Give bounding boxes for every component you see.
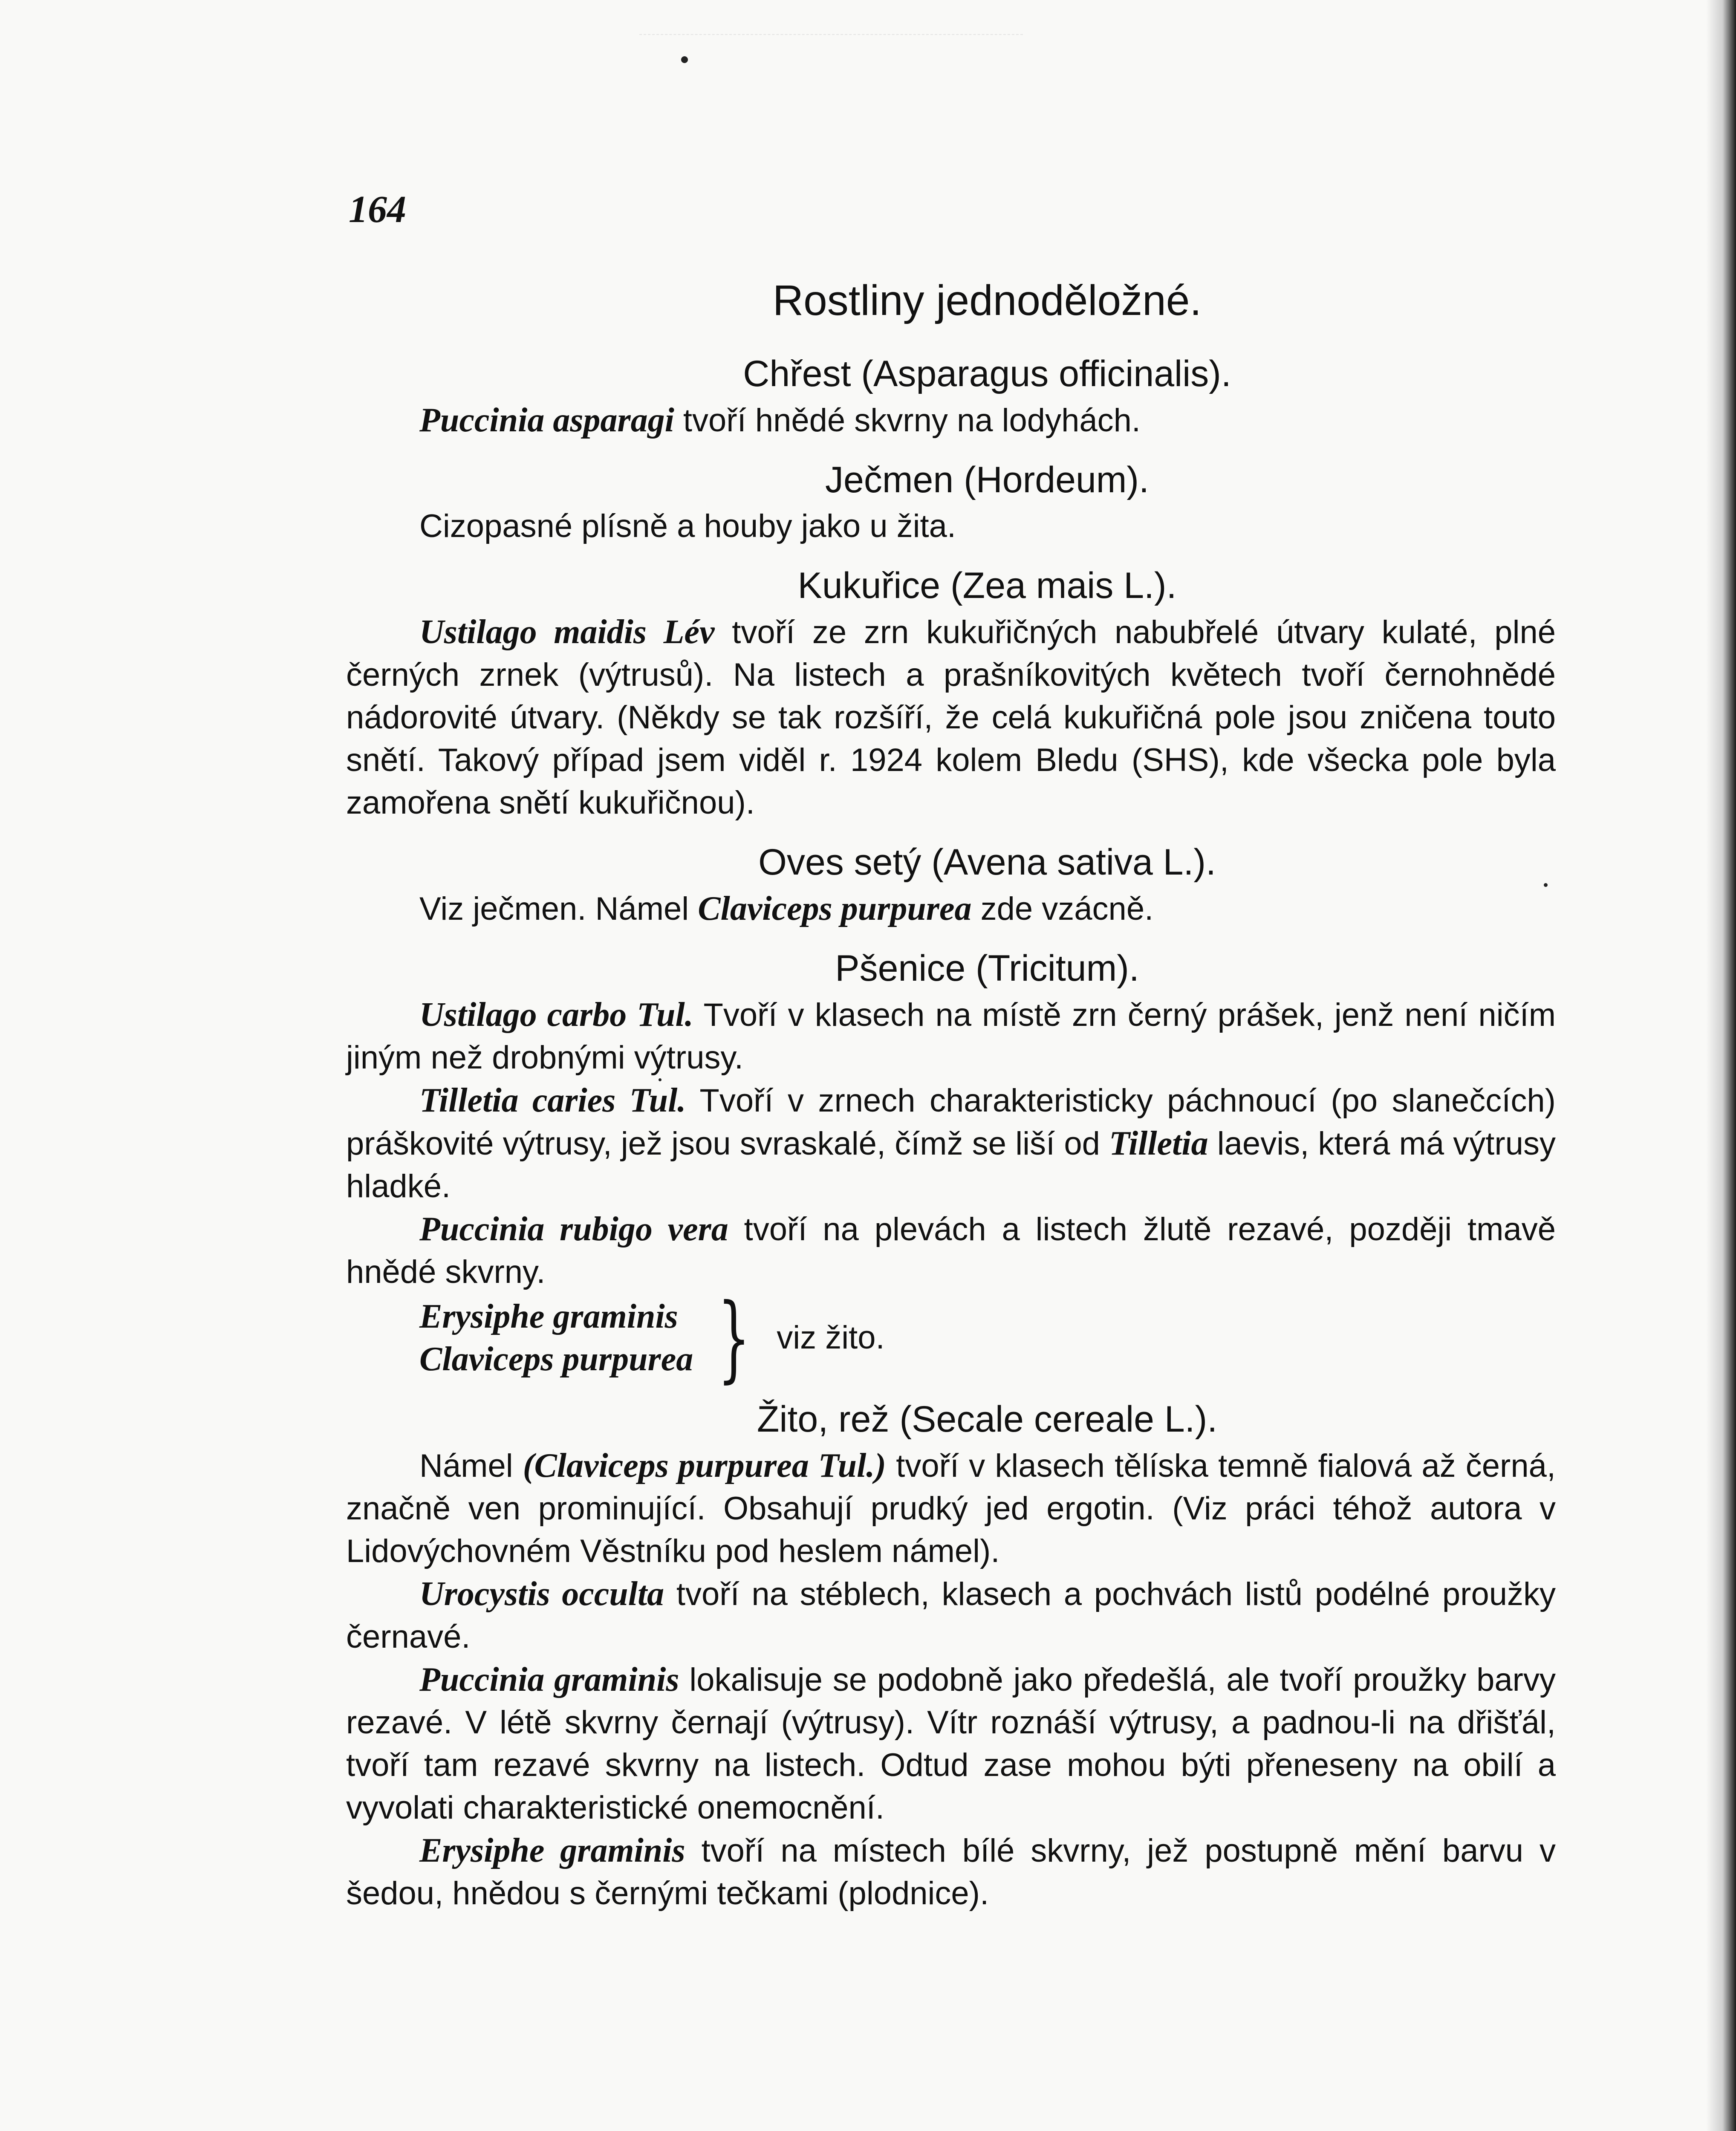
latin-name: Claviceps purpurea <box>419 1340 693 1378</box>
paragraph-text: tvoří v klasech tělíska temně fialová až černá, značně ven prominující. Obsahují prudký jed ergotin. (Viz práci téhož autora v Lidovýchovném Věstníku pod heslem námel). <box>346 1448 1556 1569</box>
latin-name: Tilletia caries Tul. <box>419 1082 686 1119</box>
paragraph <box>346 1444 1556 1573</box>
paragraph <box>346 611 1556 824</box>
latin-name: Erysiphe graminis <box>419 1298 678 1335</box>
section-heading-rye: Žito, rež (Secale cereale L.). <box>757 1399 1218 1440</box>
latin-name: Puccinia rubigo vera <box>419 1210 728 1248</box>
brace-list <box>419 1295 693 1380</box>
latin-name: (Claviceps purpurea Tul.) <box>523 1447 887 1484</box>
paragraph-text: tvoří ze zrn kukuřičných nabubřelé útvary kulaté, plné černých zrnek (výtrusů). Na listech a prašníkovitých květech tvoří černohnědé nádorovité útvary. (Někdy se tak rozšíří, že celá kukuřičná pole jsou zničena touto snětí. Takový případ jsem viděl r. 1924 kolem Bledu (SHS), kde všecka pole byla zamořena snětí kukuřičnou). <box>346 614 1556 821</box>
paragraph-text: lokalisuje se podobně jako předešlá, ale tvoří proužky barvy rezavé. V létě skvrny černají (výtrusy). Vítr roznáší výtrusy, a padnou-li na dřišťál, tvoří tam rezavé skvrny na listech. Odtud zase mohou býti přeneseny na obilí a vyvolati charakteristické onemocnění. <box>346 1662 1556 1826</box>
paragraph <box>346 1658 1556 1829</box>
paragraph <box>346 1079 1556 1208</box>
paragraph-text: Cizopasné plísně a houby jako u žita. <box>419 508 956 544</box>
paragraph-text: tvoří na plevách a listech žlutě rezavé, později tmavě hnědé skvrny. <box>346 1211 1556 1290</box>
paragraph-text: tvoří na stéblech, klasech a pochvách listů podélné proužky černavé. <box>346 1576 1556 1655</box>
scan-artifact <box>639 0 1023 35</box>
page-edge-shadow <box>1706 0 1736 2131</box>
paragraph <box>346 993 1556 1079</box>
latin-name: Erysiphe graminis <box>419 1832 685 1869</box>
section-heading-asparagus: Chřest (Asparagus officinalis). <box>743 353 1231 394</box>
paragraph-text: Tvoří v klasech na místě zrn černý prášek, jenž není ničím jiným než drobnými výtrusy. <box>346 997 1556 1076</box>
latin-name: Ustilago carbo Tul. <box>419 996 693 1034</box>
latin-name: Puccinia graminis <box>419 1661 679 1698</box>
paragraph-text: laevis, která má výtrusy hladké. <box>346 1126 1556 1204</box>
section-heading-wheat: Pšenice (Tricitum). <box>835 948 1139 989</box>
cross-reference: viz žito. <box>777 1320 885 1356</box>
paragraph <box>346 887 1556 930</box>
section-heading-oats: Oves setý (Avena sativa L.). <box>758 842 1216 883</box>
page-content <box>346 256 1556 1915</box>
paragraph-text: zde vzácně. <box>971 891 1154 927</box>
paragraph-text: Tvoří v zrnech charakteristicky páchnoucí (po slanečcích) práškovité výtrusy, jež jsou svraskalé, čímž se liší od <box>346 1083 1556 1162</box>
paragraph-text: Viz ječmen. Námel <box>419 891 698 927</box>
latin-name: Ustilago maidis Lév <box>419 613 715 651</box>
paragraph-text: Námel <box>419 1448 523 1484</box>
latin-name: Urocystis occulta <box>419 1575 664 1613</box>
section-heading-corn: Kukuřice (Zea mais L.). <box>797 565 1177 606</box>
dust-speck <box>681 56 688 63</box>
paragraph <box>346 1573 1556 1658</box>
latin-name: Tilletia <box>1109 1125 1208 1162</box>
paragraph <box>346 505 1556 548</box>
curly-brace: } <box>717 1283 751 1392</box>
section-heading-barley: Ječmen (Hordeum). <box>825 459 1149 500</box>
paragraph <box>346 399 1556 442</box>
brace-group <box>419 1283 1556 1392</box>
page-number: 164 <box>349 188 406 231</box>
latin-name: Puccinia asparagi <box>419 401 674 439</box>
paragraph-text: tvoří hnědé skvrny na lodyhách. <box>674 402 1141 439</box>
paragraph <box>346 1829 1556 1915</box>
latin-name: Claviceps purpurea <box>698 890 972 927</box>
paragraph <box>346 1208 1556 1294</box>
chapter-title: Rostliny jednoděložné. <box>772 277 1202 324</box>
paragraph-text: tvoří na místech bílé skvrny, jež postupně mění barvu v šedou, hnědou s černými tečkami (plodnice). <box>346 1833 1556 1912</box>
